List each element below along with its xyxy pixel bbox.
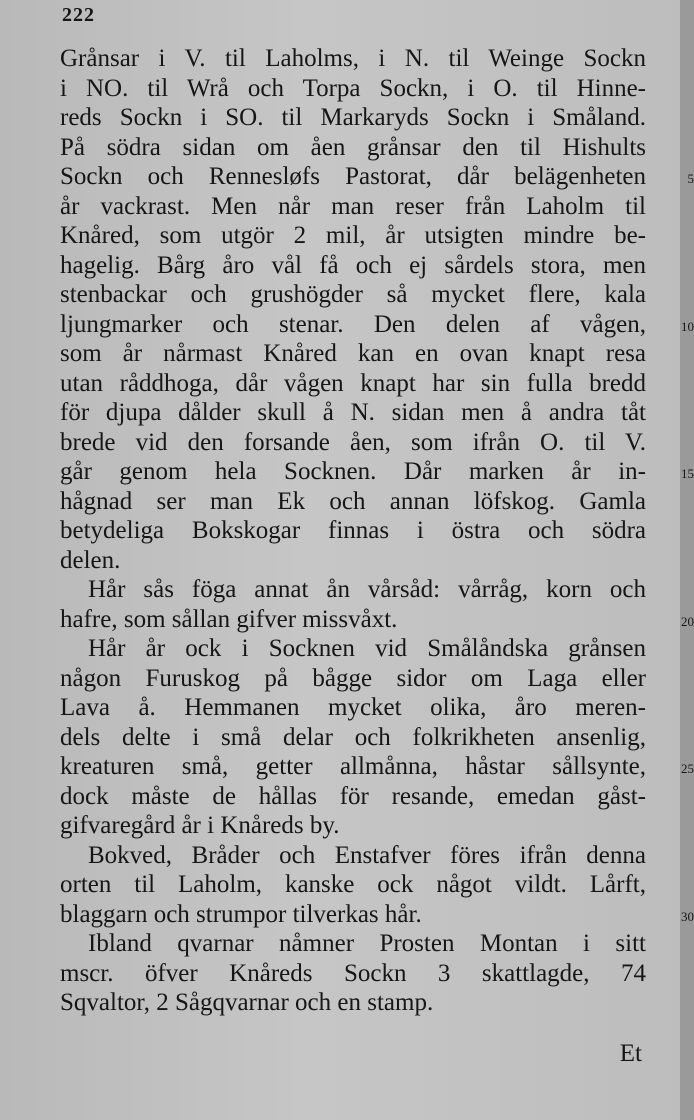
line-text: går genom hela Socknen. Dår marken år in-: [60, 458, 646, 485]
line-text: utan råddhoga, dår vågen knapt har sin fulla bredd: [60, 369, 646, 397]
line-text: brede vid den forsande åen, som ifrån O. til V.: [60, 428, 646, 456]
text-line: [60, 310, 694, 340]
line-text: Lava å. Hemmanen mycket olika, åro meren-: [60, 694, 646, 721]
text-line: [60, 457, 694, 487]
line-text: hafre, som sållan gifver missvåxt.: [60, 605, 398, 633]
line-text: Bokved, Bråder och Enstafver föres ifrån denna: [88, 841, 646, 869]
text-line: [60, 605, 694, 635]
text-line: [60, 929, 646, 959]
text-line: [60, 723, 646, 753]
catchword: Et: [619, 1040, 642, 1067]
line-text: reds Sockn i SO. til Markaryds Sockn i Småland.: [60, 104, 646, 131]
text-line: [60, 44, 646, 74]
line-number: 5: [687, 171, 694, 186]
line-text: hagelig. Bårg åro vål få och ej sårdels stora, men: [60, 251, 646, 279]
page-number: 222: [62, 4, 95, 26]
line-text: Grånsar i V. til Laholms, i N. til Weinge Sockn: [60, 45, 646, 72]
text-line: [60, 103, 646, 133]
line-text: någon Furuskog på bågge sidor om Laga eller: [60, 664, 646, 692]
line-text: år vackrast. Men når man reser från Laholm til: [60, 192, 646, 220]
line-text: blaggarn och strumpor tilverkas hår.: [60, 900, 422, 928]
text-line: [60, 280, 646, 310]
line-number: 15: [681, 466, 694, 481]
text-line: [60, 546, 646, 576]
line-text: Knåred, som utgör 2 mil, år utsigten mindre be-: [60, 222, 646, 249]
text-line: [60, 369, 646, 399]
text-line: [60, 133, 646, 163]
line-number: 25: [681, 761, 694, 776]
text-line: [60, 516, 646, 546]
text-line: [60, 428, 646, 458]
line-text: På södra sidan om åen grånsar den til Hishults: [60, 133, 646, 161]
text-line: [60, 811, 646, 841]
line-text: i NO. til Wrå och Torpa Sockn, i O. til Hinne-: [60, 74, 646, 102]
text-line: [60, 192, 646, 222]
text-line: [60, 752, 694, 782]
line-text: Sockn och Rennesløfs Pastorat, dår belägenheten: [60, 163, 646, 190]
line-text: Sqvaltor, 2 Sågqvarnar och en stamp.: [60, 989, 434, 1016]
text-line: [60, 841, 646, 871]
line-text: mscr. öfver Knåreds Sockn 3 skattlagde, 74: [60, 959, 646, 987]
line-text: hågnad ser man Ek och annan löfskog. Gamla: [60, 487, 646, 515]
text-line: [60, 487, 646, 517]
line-text: för djupa dålder skull å N. sidan men å andra tåt: [60, 399, 646, 426]
line-text: ljungmarker och stenar. Den delen af vågen,: [60, 310, 646, 338]
text-line: [60, 339, 646, 369]
text-line: [60, 693, 646, 723]
line-text: kreaturen små, getter allmånna, håstar sållsynte,: [60, 753, 646, 780]
line-text: Ibland qvarnar nåmner Prosten Montan i sitt: [88, 930, 646, 957]
text-line: [60, 959, 646, 989]
text-line: [60, 900, 694, 930]
line-text: gifvaregård år i Knåreds by.: [60, 812, 340, 839]
text-line: [60, 221, 646, 251]
line-text: Hår sås föga annat ån vårsåd: vårråg, korn och: [88, 576, 646, 603]
text-line: [60, 664, 646, 694]
line-number: 20: [681, 613, 694, 629]
text-line: [60, 251, 646, 281]
text-line: [60, 634, 646, 664]
line-text: Hår år ock i Socknen vid Smålåndska grånsen: [88, 635, 646, 662]
line-text: dels delte i små delar och folkrikheten ansenlig,: [60, 723, 646, 751]
text-line: [60, 74, 646, 104]
line-text: dock måste de hållas för resande, emedan gåst-: [60, 782, 646, 810]
line-text: stenbackar och grushögder så mycket flere, kala: [60, 281, 646, 308]
text-line: [60, 162, 694, 192]
text-line: [60, 575, 646, 605]
line-text: betydeliga Bokskogar finnas i östra och södra: [60, 517, 646, 544]
text-line: [60, 782, 646, 812]
line-text: som år nårmast Knåred kan en ovan knapt resa: [60, 340, 646, 367]
line-text: orten til Laholm, kanske ock något vildt. Lårft,: [60, 871, 646, 898]
line-number: 30: [681, 908, 694, 924]
text-line: [60, 398, 646, 428]
text-line: [60, 988, 646, 1018]
body-text: [60, 44, 694, 1018]
line-number: 10: [681, 318, 694, 334]
text-line: [60, 870, 646, 900]
line-text: delen.: [60, 546, 121, 574]
